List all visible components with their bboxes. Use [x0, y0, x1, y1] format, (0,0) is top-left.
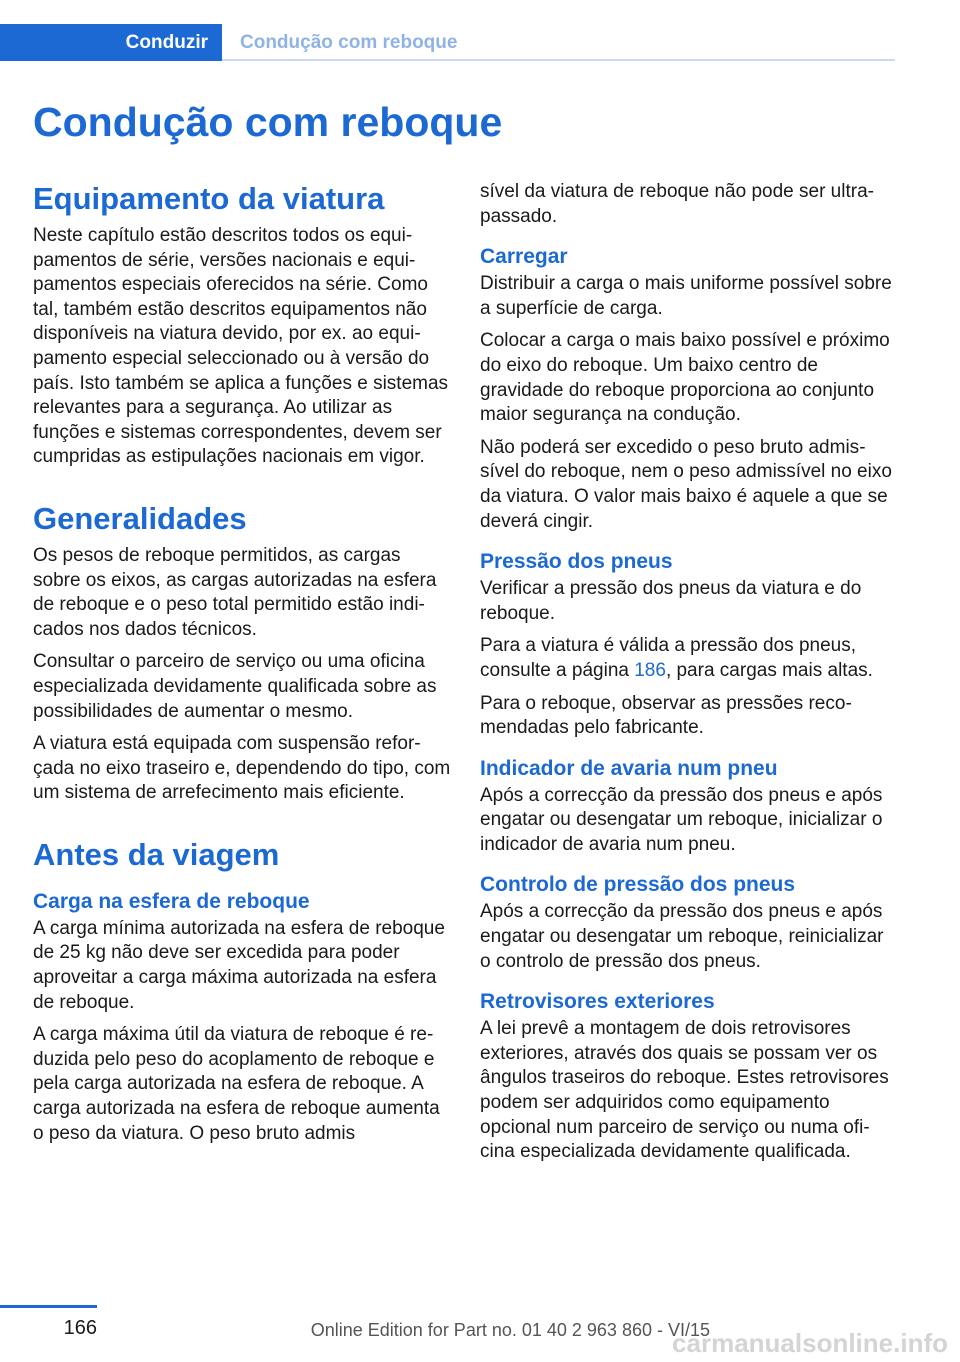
- paragraph: Consultar o parceiro de serviço ou uma oficina especializada devidamente qualificada sobre as possibilidades de aumentar o mesmo.: [33, 651, 437, 722]
- paragraph: Não poderá ser excedido o peso bruto admissível do reboque, nem o peso admissível no eixo da viatura. O valor mais baixo é aquele a que se deverá cingir.: [480, 436, 892, 532]
- running-header: [0, 24, 895, 61]
- subheading-carregar: Carregar: [480, 245, 568, 269]
- paragraph: A carga mínima autorizada na esfera de reboque de 25 kg não deve ser excedida para poder aproveitar a carga máxima autorizada na esfera de reboque.: [33, 917, 445, 1013]
- paragraph: Neste capítulo estão descritos todos os equipamentos de série, versões nacionais e equipamentos especiais oferecidos na série. Como tal, também estão descritos equipamentos não disponíveis na viatura devido, por ex. ao equipamento especial seleccionado ou à versão do país. Isto também se aplica a funções e sistemas relevantes para a segurança. Ao utilizar as funções e sistemas correspondentes, devem ser cumpridas as estipulações nacionais em vigor.: [33, 225, 449, 468]
- page-reference-link[interactable]: 186: [634, 659, 666, 681]
- paragraph-with-link: [480, 634, 898, 683]
- text: , para cargas mais altas.: [665, 659, 873, 681]
- heading-antes-da-viagem: Antes da viagem: [33, 836, 280, 872]
- paragraph-continuation: sível da viatura de reboque não pode ser ultrapassado.: [480, 181, 874, 227]
- header-section-tab[interactable]: Conduzir: [0, 24, 222, 61]
- header-chapter-link[interactable]: Condução com reboque: [240, 32, 458, 53]
- heading-equipamento: Equipamento da viatura: [33, 181, 385, 216]
- subheading-pressao-pneus: Pressão dos pneus: [480, 550, 673, 574]
- paragraph: Distribuir a carga o mais uniforme possível sobre a superfície de carga.: [480, 273, 892, 319]
- paragraph: A lei prevê a montagem de dois retrovisores exteriores, através dos quais se possam ver os ângulos traseiros do reboque. Estes retrovisores podem ser adquiridos como equipamento opcional num parceiro de serviço ou numa oficina especializada devidamente qualificada.: [480, 1018, 889, 1163]
- paragraph: Verificar a pressão dos pneus da viatura e do reboque.: [480, 578, 862, 624]
- subheading-carga-esfera: Carga na esfera de reboque: [33, 889, 310, 913]
- paragraph: Os pesos de reboque permitidos, as cargas sobre os eixos, as cargas autorizadas na esfera de reboque e o peso total permitido estão indicados nos dados técnicos.: [33, 544, 437, 640]
- subheading-controlo-pressao: Controlo de pressão dos pneus: [480, 873, 796, 897]
- subheading-retrovisores: Retrovisores exteriores: [480, 990, 715, 1014]
- paragraph: A viatura está equipada com suspensão reforçada no eixo traseiro e, dependendo do tipo, com um sistema de arrefecimento mais eficiente.: [33, 733, 451, 804]
- header-rule: [222, 59, 895, 61]
- paragraph: Após a correcção da pressão dos pneus e após engatar ou desengatar um reboque, inicializar o indicador de avaria num pneu.: [480, 784, 883, 855]
- paragraph: Colocar a carga o mais baixo possível e próximo do eixo do reboque. Um baixo centro de gravidade do reboque proporciona ao conjunto maior segurança na condução.: [480, 330, 890, 426]
- page-title: Condução com reboque: [33, 99, 503, 145]
- paragraph: Após a correcção da pressão dos pneus e após engatar ou desengatar um reboque, reinicializar o controlo de pressão dos pneus.: [480, 901, 884, 972]
- left-column: [33, 180, 451, 1154]
- paragraph: A carga máxima útil da viatura de reboque é reduzida pelo peso do acoplamento de reboque e pela carga autorizada na esfera de reboque. A carga autorizada na esfera de reboque aumenta o peso da viatura. O peso bruto admis: [33, 1024, 440, 1144]
- paragraph: Para o reboque, observar as pressões recomendadas pelo fabricante.: [480, 692, 852, 739]
- subheading-indicador-avaria: Indicador de avaria num pneu: [480, 756, 778, 780]
- page-number: 166: [0, 1305, 97, 1348]
- footer-edition: Online Edition for Part no. 01 40 2 963 860 - VI/15: [310, 1320, 710, 1340]
- right-column: [480, 180, 898, 1173]
- text: Para a viatura é válida a pressão dos pneus, consulte a página: [480, 635, 857, 681]
- watermark: carmanualsonline.info: [672, 1328, 948, 1358]
- heading-generalidades: Generalidades: [33, 500, 247, 536]
